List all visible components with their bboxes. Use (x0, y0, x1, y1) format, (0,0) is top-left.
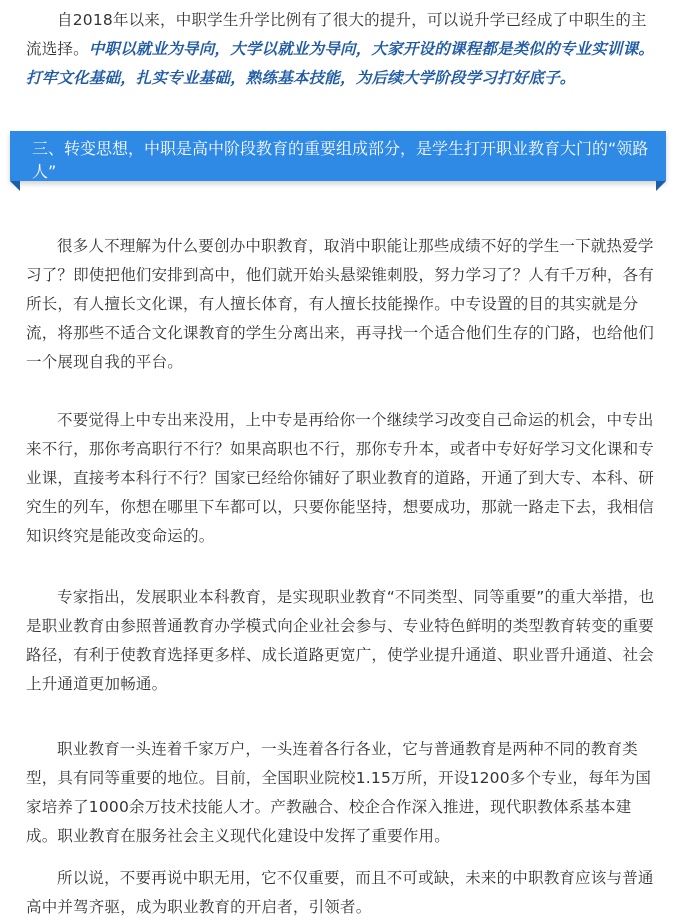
body-paragraph-3: 专家指出，发展职业本科教育，是实现职业教育“不同类型、同等重要”的重大举措，也是职业教育由参照普通教育办学模式向企业社会参与、专业特色鲜明的类型教育转变的重要路径，有利于使教育选择更多样、成长道路更宽广，使学业提升通道、职业晋升通道、社会上升通道更加畅通。 (26, 588, 655, 693)
section-heading-banner (10, 131, 666, 181)
intro-text: 自2018年以来，中职学生升学比例有了很大的提升，可以说升学已经成了中职生的主流选择。 (26, 11, 647, 58)
banner-fold-right (656, 181, 666, 191)
intro-emphasis: 中职以就业为导向，大学以就业为导向，大家开设的课程都是类似的专业实训课。打牢文化基础，扎实专业基础，熟练基本技能，为后续大学阶段学习打好底子。 (26, 40, 655, 87)
body-paragraph-5: 所以说，不要再说中职无用，它不仅重要，而且不可或缺，未来的中职教育应该与普通高中并驾齐驱，成为职业教育的开启者，引领者。 (26, 869, 654, 916)
body-paragraph-2: 不要觉得上中专出来没用，上中专是再给你一个继续学习改变自己命运的机会，中专出来不行，那你考高职行不行？如果高职也不行，那你专升本，或者中专好好学习文化课和专业课，直接考本科行不行？国家已经给你铺好了职业教育的道路，开通了到大专、本科、研究生的列车，你想在哪里下车都可以，只要你能坚持，想要成功，那就一路走下去，我相信知识终究是能改变命运的。 (26, 411, 655, 545)
intro-paragraph (26, 6, 656, 93)
section-heading: 三、转变思想，中职是高中阶段教育的重要组成部分，是学生打开职业教育大门的“领路人” (32, 139, 649, 181)
body-paragraph-4: 职业教育一头连着千家万户，一头连着各行各业，它与普通教育是两种不同的教育类型，具有同等重要的地位。目前，全国职业院校1.15万所，开设1200多个专业，每年为国家培养了1000余万技术技能人才。产教融合、校企合作深入推进，现代职教体系基本建成。职业教育在服务社会主义现代化建设中发挥了重要作用。 (26, 740, 652, 845)
body-paragraph-1: 很多人不理解为什么要创办中职教育，取消中职能让那些成绩不好的学生一下就热爱学习了？即使把他们安排到高中，他们就开始头悬梁锥刺股，努力学习了？人有千万种，各有所长，有人擅长文化课，有人擅长体育，有人擅长技能操作。中专设置的目的其实就是分流，将那些不适合文化课教育的学生分离出来，再寻找一个适合他们生存的门路，也给他们一个展现自我的平台。 (26, 237, 655, 371)
banner-fold-left (10, 181, 20, 191)
